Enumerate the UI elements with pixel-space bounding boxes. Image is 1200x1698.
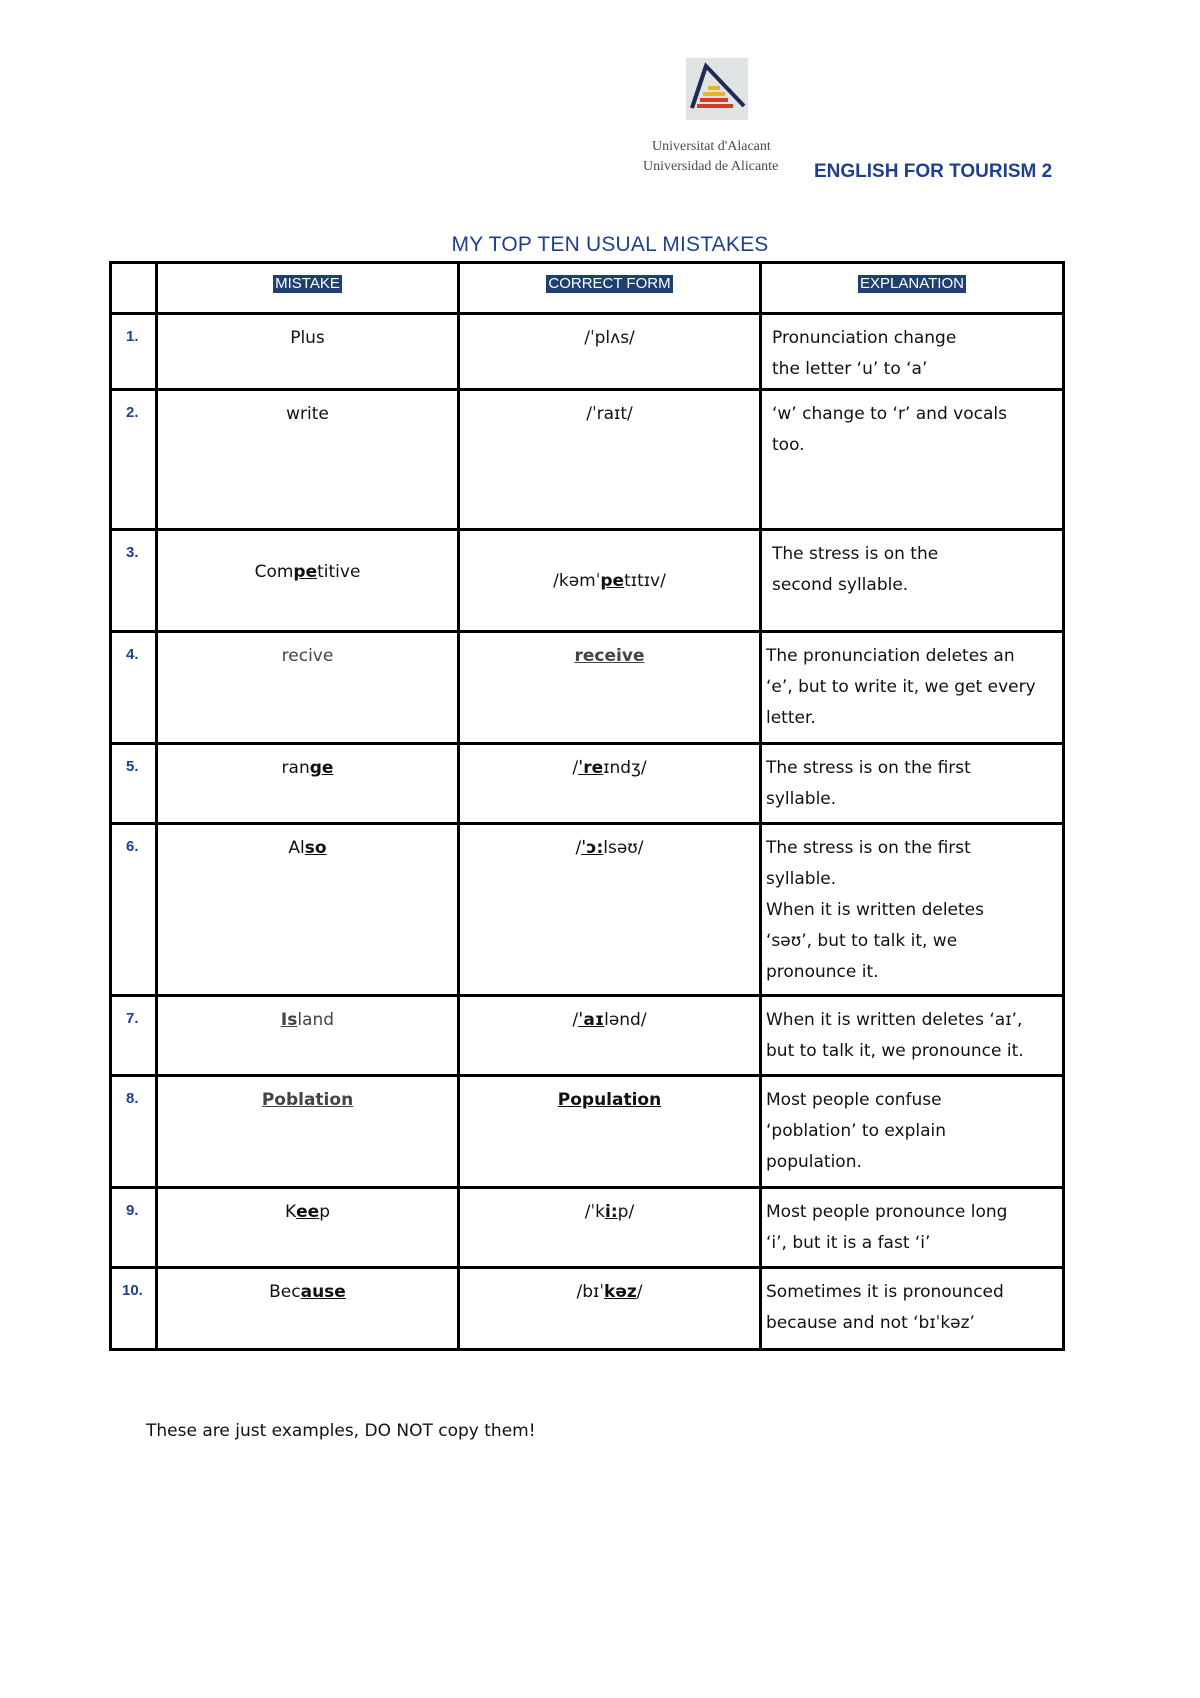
explanation-cell: [762, 315, 1062, 385]
course-title: ENGLISH FOR TOURISM 2: [814, 161, 1053, 182]
correct-form-cell: /ˈɔ:lsəʊ/: [575, 838, 644, 858]
university-name-ca: Universitat d'Alacant: [652, 139, 771, 154]
explanation-line: too.: [772, 435, 805, 455]
row-number: 7.: [126, 1010, 139, 1027]
explanation-line: ‘səʊ’, but to talk it, we: [766, 931, 958, 951]
row-number: 10.: [122, 1282, 143, 1299]
explanation-cell: [762, 1269, 1062, 1339]
explanation-line: When it is written deletes ‘aɪ’,: [766, 1010, 1023, 1030]
explanation-cell: [762, 745, 1062, 815]
table-row: [111, 390, 1064, 530]
explanation-cell: [762, 633, 1062, 734]
explanation-line: The pronunciation deletes an: [766, 646, 1015, 666]
correct-form-cell: receive: [574, 646, 645, 666]
explanation-line: because and not ‘bɪˈkəz’: [766, 1313, 975, 1333]
university-emblem-icon: [686, 58, 748, 128]
explanation-line: but to talk it, we pronounce it.: [766, 1041, 1024, 1061]
explanation-cell: [762, 997, 1062, 1067]
mistake-cell: Keep: [284, 1202, 330, 1222]
header-mistake-cell: [157, 263, 459, 314]
column-header-mistake: MISTAKE: [275, 275, 340, 292]
mistake-cell: Because: [269, 1282, 346, 1302]
table-row: [111, 632, 1064, 744]
header-number-cell: [111, 263, 157, 314]
explanation-line: syllable.: [766, 789, 837, 809]
row-number: 6.: [126, 838, 139, 855]
mistake-cell: range: [281, 758, 334, 778]
footer-note: These are just examples, DO NOT copy them!: [146, 1421, 536, 1441]
document-title: MY TOP TEN USUAL MISTAKES: [451, 233, 769, 256]
table-row: [111, 314, 1064, 390]
correct-form-cell: /ˈki:p/: [584, 1202, 635, 1222]
explanation-line: The stress is on the first: [766, 838, 971, 858]
correct-form-cell: /bɪˈkəz/: [576, 1282, 643, 1302]
explanation-line: ‘i’, but it is a fast ‘i’: [766, 1233, 931, 1253]
mistake-cell: Poblation: [261, 1090, 354, 1110]
explanation-line: ‘e’, but to write it, we get every: [766, 677, 1036, 697]
explanation-line: population.: [766, 1152, 862, 1172]
table-row: [111, 744, 1064, 824]
row-number: 5.: [126, 758, 139, 775]
table-row: [111, 1076, 1064, 1188]
explanation-line: second syllable.: [772, 575, 909, 595]
explanation-cell: [762, 1189, 1062, 1259]
table-header-row: [111, 263, 1064, 314]
explanation-line: Most people confuse: [766, 1090, 942, 1110]
row-number: 1.: [126, 328, 139, 345]
row-number: 9.: [126, 1202, 139, 1219]
explanation-line: the letter ‘u’ to ‘a’: [772, 359, 928, 379]
university-logo: [640, 58, 800, 178]
explanation-cell: [762, 391, 1062, 461]
row-number: 2.: [126, 404, 139, 421]
mistake-cell: recive: [281, 646, 334, 666]
column-header-correct-form: CORRECT FORM: [548, 275, 671, 292]
mistake-cell: Also: [288, 838, 327, 858]
explanation-line: Most people pronounce long: [766, 1202, 1008, 1222]
explanation-line: Pronunciation change: [772, 328, 957, 348]
explanation-cell: [762, 531, 1062, 601]
explanation-line: syllable.: [766, 869, 837, 889]
explanation-line: The stress is on the: [772, 544, 939, 564]
university-name-es: Universidad de Alicante: [643, 159, 779, 174]
explanation-line: When it is written deletes: [766, 900, 984, 920]
table-row: [111, 1188, 1064, 1268]
correct-form-cell: /ˈplʌs/: [584, 328, 635, 348]
row-number: 3.: [126, 544, 139, 561]
column-header-explanation: EXPLANATION: [860, 275, 964, 292]
explanation-cell: [762, 825, 1062, 988]
explanation-line: The stress is on the first: [766, 758, 971, 778]
explanation-line: letter.: [766, 708, 816, 728]
correct-form-cell: /ˈreɪndʒ/: [572, 758, 647, 778]
mistakes-table: [109, 261, 1065, 1351]
header-explanation-cell: [761, 263, 1064, 314]
table-row: [111, 996, 1064, 1076]
table-row: [111, 530, 1064, 632]
table-row: [111, 1268, 1064, 1350]
mistake-cell: Competitive: [254, 562, 361, 582]
correct-form-cell: Population: [557, 1090, 662, 1110]
explanation-line: Sometimes it is pronounced: [766, 1282, 1004, 1302]
mistake-cell: write: [286, 404, 329, 424]
explanation-line: ‘poblation’ to explain: [766, 1121, 947, 1141]
explanation-cell: [762, 1077, 1062, 1178]
correct-form-cell: /kəmˈpetɪtɪv/: [553, 571, 666, 591]
table-row: [111, 824, 1064, 996]
row-number: 4.: [126, 646, 139, 663]
explanation-line: pronounce it.: [766, 962, 879, 982]
correct-form-cell: /ˈaɪlənd/: [572, 1010, 647, 1030]
mistake-cell: Island: [280, 1010, 335, 1030]
correct-form-cell: /ˈraɪt/: [586, 404, 633, 424]
mistake-cell: Plus: [290, 328, 325, 348]
row-number: 8.: [126, 1090, 139, 1107]
header-correct-cell: [459, 263, 761, 314]
explanation-line: ‘w’ change to ‘r’ and vocals: [772, 404, 1007, 424]
